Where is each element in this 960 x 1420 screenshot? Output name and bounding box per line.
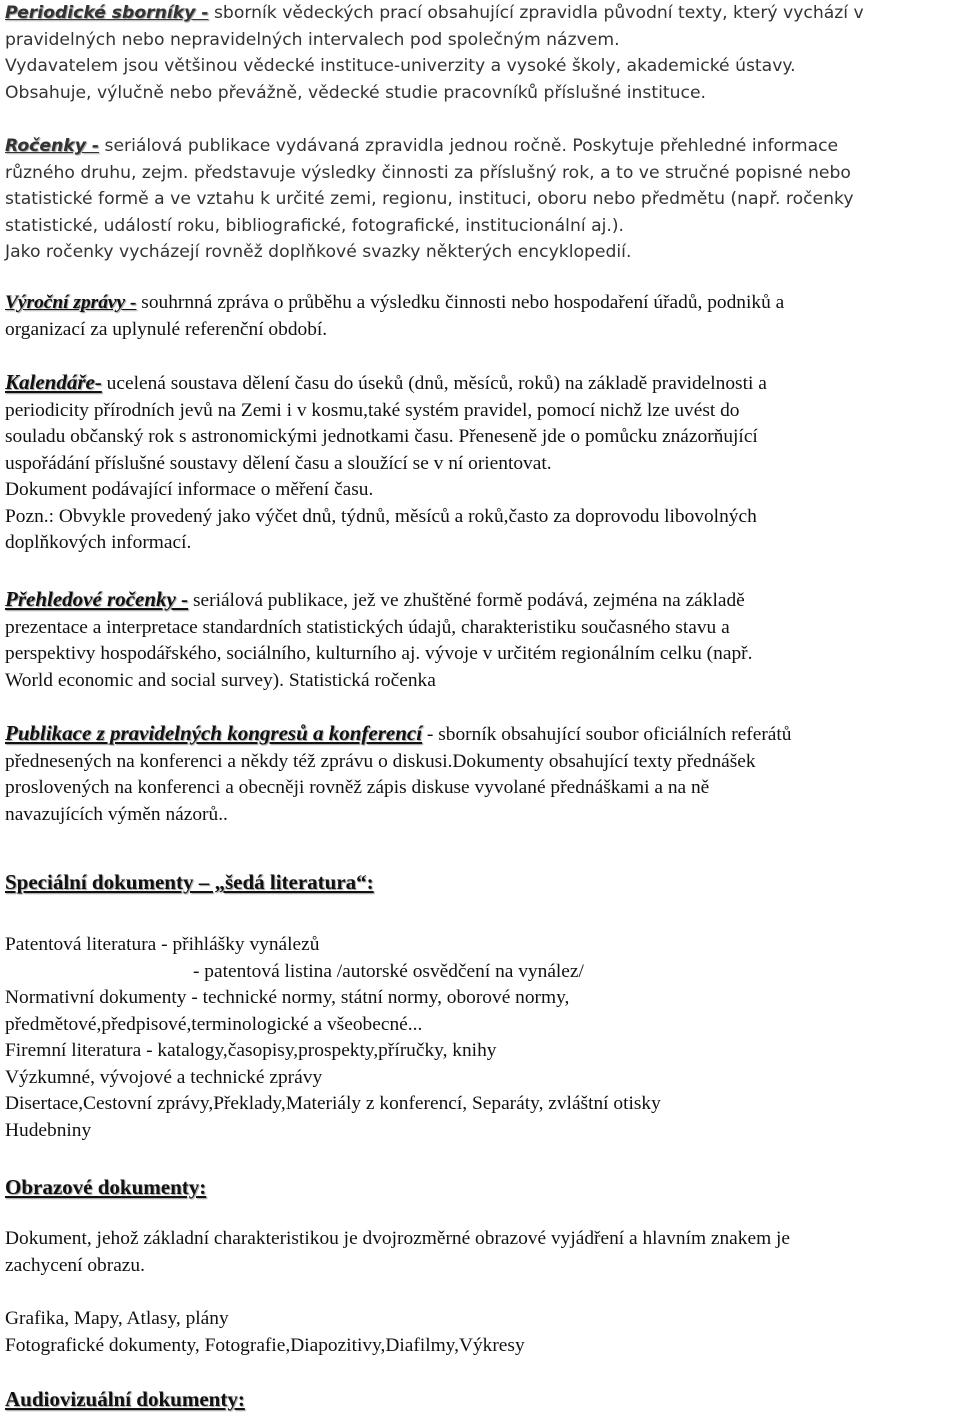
- list-item: - patentová listina /autorské osvědčení na vynález/: [193, 960, 584, 982]
- text-line: Dokument podávající informace o měření času.: [5, 479, 374, 500]
- text-line: periodicity přírodních jevů na Zemi i v kosmu,také systém pravidel, pomocí nichž lze uvést do: [5, 399, 740, 421]
- term-publikace-kongresy: Publikace z pravidelných kongresů a konferencí: [5, 721, 423, 745]
- text-line: uspořádání příslušné soustavy dělení času a sloužící se v ní orientovat.: [5, 452, 552, 474]
- text-line: Obsahuje, výlučně nebo převážně, vědecké studie pracovníků příslušné instituce.: [5, 82, 707, 103]
- list-item: Hudebniny: [5, 1119, 92, 1141]
- text-line: Pozn.: Obvykle provedený jako výčet dnů, týdnů, měsíců a roků,často za doprovodu libovolných: [5, 505, 757, 527]
- list-item: Disertace,Cestovní zprávy,Překlady,Materiály z konferencí, Separáty, zvláštní otisky: [5, 1093, 661, 1114]
- text-line: ucelená soustava dělení času do úseků (dnů, měsíců, roků) na základě pravidelnosti a: [101, 373, 767, 394]
- term-rocenky: Ročenky -: [5, 136, 100, 156]
- list-item: Fotografické dokumenty, Fotografie,Diapozitivy,Diafilmy,Výkresy: [5, 1334, 525, 1356]
- text-line: souhrnná zpráva o průběhu a výsledku činnosti nebo hospodaření úřadů, podniků a: [136, 292, 785, 313]
- list-item: předmětové,předpisové,terminologické a všeobecné...: [5, 1013, 423, 1035]
- section-specialni-dokumenty: [5, 869, 953, 896]
- text-line: statistické, událostí roku, bibliografické, fotografické, institucionální aj.).: [5, 215, 625, 236]
- text-line: perspektivy hospodářského, sociálního, kulturního aj. vývoje v určitém regionálním celku (např.: [5, 643, 753, 664]
- text-line: doplňkových informací.: [5, 532, 192, 553]
- section-periodicke-sborniky: [5, 0, 953, 106]
- text-obrazove-definice: [5, 1226, 953, 1279]
- heading-audiovizualni-dokumenty: Audiovizuální dokumenty:: [5, 1387, 245, 1411]
- heading-obrazove-dokumenty: Obrazové dokumenty:: [5, 1175, 207, 1199]
- section-vyrocni-zpravy: [5, 290, 953, 343]
- section-kalendare: [5, 369, 953, 557]
- section-prehledove-rocenky: [5, 586, 953, 694]
- term-prehledove-rocenky: Přehledové ročenky -: [5, 587, 189, 611]
- heading-specialni-dokumenty: Speciální dokumenty – „šedá literatura“:: [5, 870, 374, 894]
- section-rocenky: [5, 133, 953, 266]
- list-obrazove-dokumenty: [5, 1306, 953, 1359]
- text-line: organizací za uplynulé referenční období.: [5, 318, 328, 340]
- text-line: sborník vědeckých prací obsahující zpravidla původní texty, který vychází v: [208, 3, 864, 23]
- text-line: Jako ročenky vycházejí rovněž doplňkové svazky některých encyklopedií.: [5, 242, 632, 262]
- list-item: Firemní literatura - katalogy,časopisy,prospekty,příručky, knihy: [5, 1040, 497, 1061]
- text-line: statistické formě a ve vztahu k určité zemi, regionu, instituci, oboru nebo předmětu (např. ročenky: [5, 189, 854, 209]
- text-line: Vydavatelem jsou většinou vědecké instituce-univerzity a vysoké školy, akademické ústavy.: [5, 56, 796, 76]
- section-publikace-kongresy: [5, 720, 953, 828]
- list-item: Normativní dokumenty - technické normy, státní normy, oborové normy,: [5, 987, 570, 1008]
- text-line: zachycení obrazu.: [5, 1254, 145, 1276]
- list-item: Patentová literatura - přihlášky vynálezů: [5, 934, 320, 955]
- text-line: různého druhu, zejm. představuje výsledky činnosti za příslušný rok, a to ve stručné popisné nebo: [5, 162, 851, 183]
- text-line: seriálová publikace, jež ve zhuštěné formě podává, zejména na základě: [188, 590, 745, 611]
- term-vyrocni-zpravy: Výroční zprávy -: [5, 292, 137, 313]
- text-line: World economic and social survey). Statistická ročenka: [5, 669, 436, 691]
- text-line: navazujících výměn názorů..: [5, 803, 228, 825]
- text-line: pravidelných nebo nepravidelných intervalech pod společným názvem.: [5, 29, 620, 50]
- list-item: Grafika, Mapy, Atlasy, plány: [5, 1308, 229, 1329]
- text-line: souladu občanský rok s astronomickými jednotkami času. Přeneseně jde o pomůcku znázorňující: [5, 426, 758, 447]
- list-specialni-dokumenty: [5, 932, 953, 1144]
- term-periodicke-sborniky: Periodické sborníky -: [5, 3, 209, 23]
- term-kalendare: Kalendáře-: [5, 370, 102, 394]
- section-obrazove-dokumenty: [5, 1174, 953, 1201]
- text-line: - sborník obsahující soubor oficiálních referátů: [422, 724, 792, 745]
- list-item: Výzkumné, vývojové a technické zprávy: [5, 1066, 323, 1088]
- section-audiovizualni-dokumenty: [5, 1386, 953, 1413]
- text-line: Dokument, jehož základní charakteristikou je dvojrozměrné obrazové vyjádření a hlavním znakem je: [5, 1228, 791, 1249]
- text-line: proslovených na konferenci a obecněji rovněž zápis diskuse vyvolané přednáškami a na ně: [5, 777, 710, 798]
- text-line: seriálová publikace vydávaná zpravidla jednou ročně. Poskytuje přehledné informace: [99, 136, 839, 156]
- text-line: přednesených na konferenci a někdy též zprávu o diskusi.Dokumenty obsahující texty přednášek: [5, 750, 756, 772]
- text-line: prezentace a interpretace standardních statistických údajů, charakteristiku současného stavu a: [5, 616, 730, 638]
